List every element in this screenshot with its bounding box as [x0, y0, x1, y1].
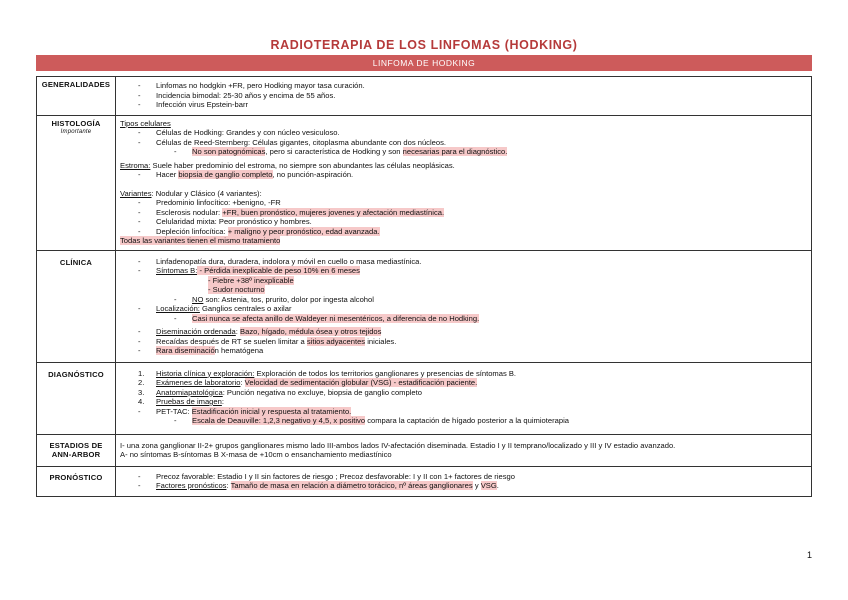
document-title: RADIOTERAPIA DE LOS LINFOMAS (HODKING): [270, 38, 578, 52]
content-pronostico: - Precoz favorable: Estadio I y II sin factores de riesgo ; Precoz desfavorable: I y II con 1+ factores de riesgo - Factores pronósticos: Tamaño de masa en relación a diámetro torácico, nº áreas ganglionares y VSG.: [116, 466, 812, 496]
page-number: 1: [806, 550, 812, 560]
content-histologia: Tipos celulares - Células de Hodking: Grandes y con núcleo vesiculoso. - Células de Reed-Sternberg: Células gigantes, citoplasma abundante con dos núcleos. - No son patognómicas, pero si característica de Hodking y son necesarias para el diagnóstico. Estroma: Suele haber predominio del estroma, no siempre son abundantes las células neoplásicas. - Hacer biopsia de ganglio completo, no punción-aspiración. Variantes: Nodular y Clásico (4 variantes): - Predominio linfocítico: +benigno, -FR - Esclerosis nodular: +FR, buen pronóstico, mujeres jovenes y afectación mediastínica. - Celularidad mixta: Peor pronóstico y hombres. - Depleción linfocítica: + maligno y peor pronóstico, edad avanzada. Todas las variantes tienen el mismo tratamiento: [116, 115, 812, 250]
row-estadios: [37, 434, 812, 466]
row-generalidades: [37, 77, 812, 116]
label-histologia-sub: Importante: [60, 129, 92, 135]
label-histologia: HISTOLOGÍA Importante: [37, 115, 116, 250]
section-banner: LINFOMA DE HODKING: [36, 55, 812, 71]
label-estadios: ESTADIOS DE ANN-ARBOR: [37, 434, 116, 466]
row-pronostico: [37, 466, 812, 496]
label-diagnostico: DIAGNÓSTICO: [37, 362, 116, 434]
label-clinica: CLÍNICA: [37, 250, 116, 362]
label-generalidades: GENERALIDADES: [37, 77, 116, 116]
row-histologia: [37, 115, 812, 250]
row-clinica: [37, 250, 812, 362]
label-pronostico: PRONÓSTICO: [37, 466, 116, 496]
content-estadios: I- una zona ganglionar II-2+ grupos ganglionares mismo lado III-ambos lados IV-afectación diseminada. Estadio I y II temprano/localizado y III y IV estadio avanzado. A- no síntomas B-síntomas B X-masa de +10cm o ensanchamiento mediastínico: [116, 434, 812, 466]
content-generalidades: - Linfomas no hodgkin +FR, pero Hodking mayor tasa curación. - Incidencia bimodal: 25-30 años y encima de 55 años. - Infección virus Epstein-barr: [116, 77, 812, 116]
row-diagnostico: [37, 362, 812, 434]
content-table: [36, 76, 812, 497]
content-clinica: - Linfadenopatía dura, duradera, indolora y móvil en cuello o masa mediastínica. - Síntomas B: - Pérdida inexplicable de peso 10% en 6 meses - Fiebre +38º inexplicable - Sudor nocturno - NO son: Astenia, tos, prurito, dolor por ingesta alcohol - Localización: Ganglios centrales o axilar - Casi nunca se afecta anillo de Waldeyer ni mesentéricos, a diferencia de no Hodking. - Diseminación ordenada: Bazo, hígado, médula ósea y otros tejidos - Recaídas después de RT se suelen limitar a sitios adyacentes iniciales. - Rara diseminación hematógena: [116, 250, 812, 362]
content-diagnostico: 1. Historia clínica y exploración: Exploración de todos los territorios ganglionares y presencias de síntomas B. 2. Exámenes de laboratorio: Velocidad de sedimentación globular (VSG) - estadificación paciente. 3. Anatomiapatológica: Punción negativa no excluye, biopsia de ganglio completo 4. Pruebas de imagen: - PET-TAC: Estadificación inicial y respuesta al tratamiento. - Escala de Deauville: 1,2,3 negativo y 4,5, x positivo compara la captación de hígado posterior a la quimioterapia: [116, 362, 812, 434]
